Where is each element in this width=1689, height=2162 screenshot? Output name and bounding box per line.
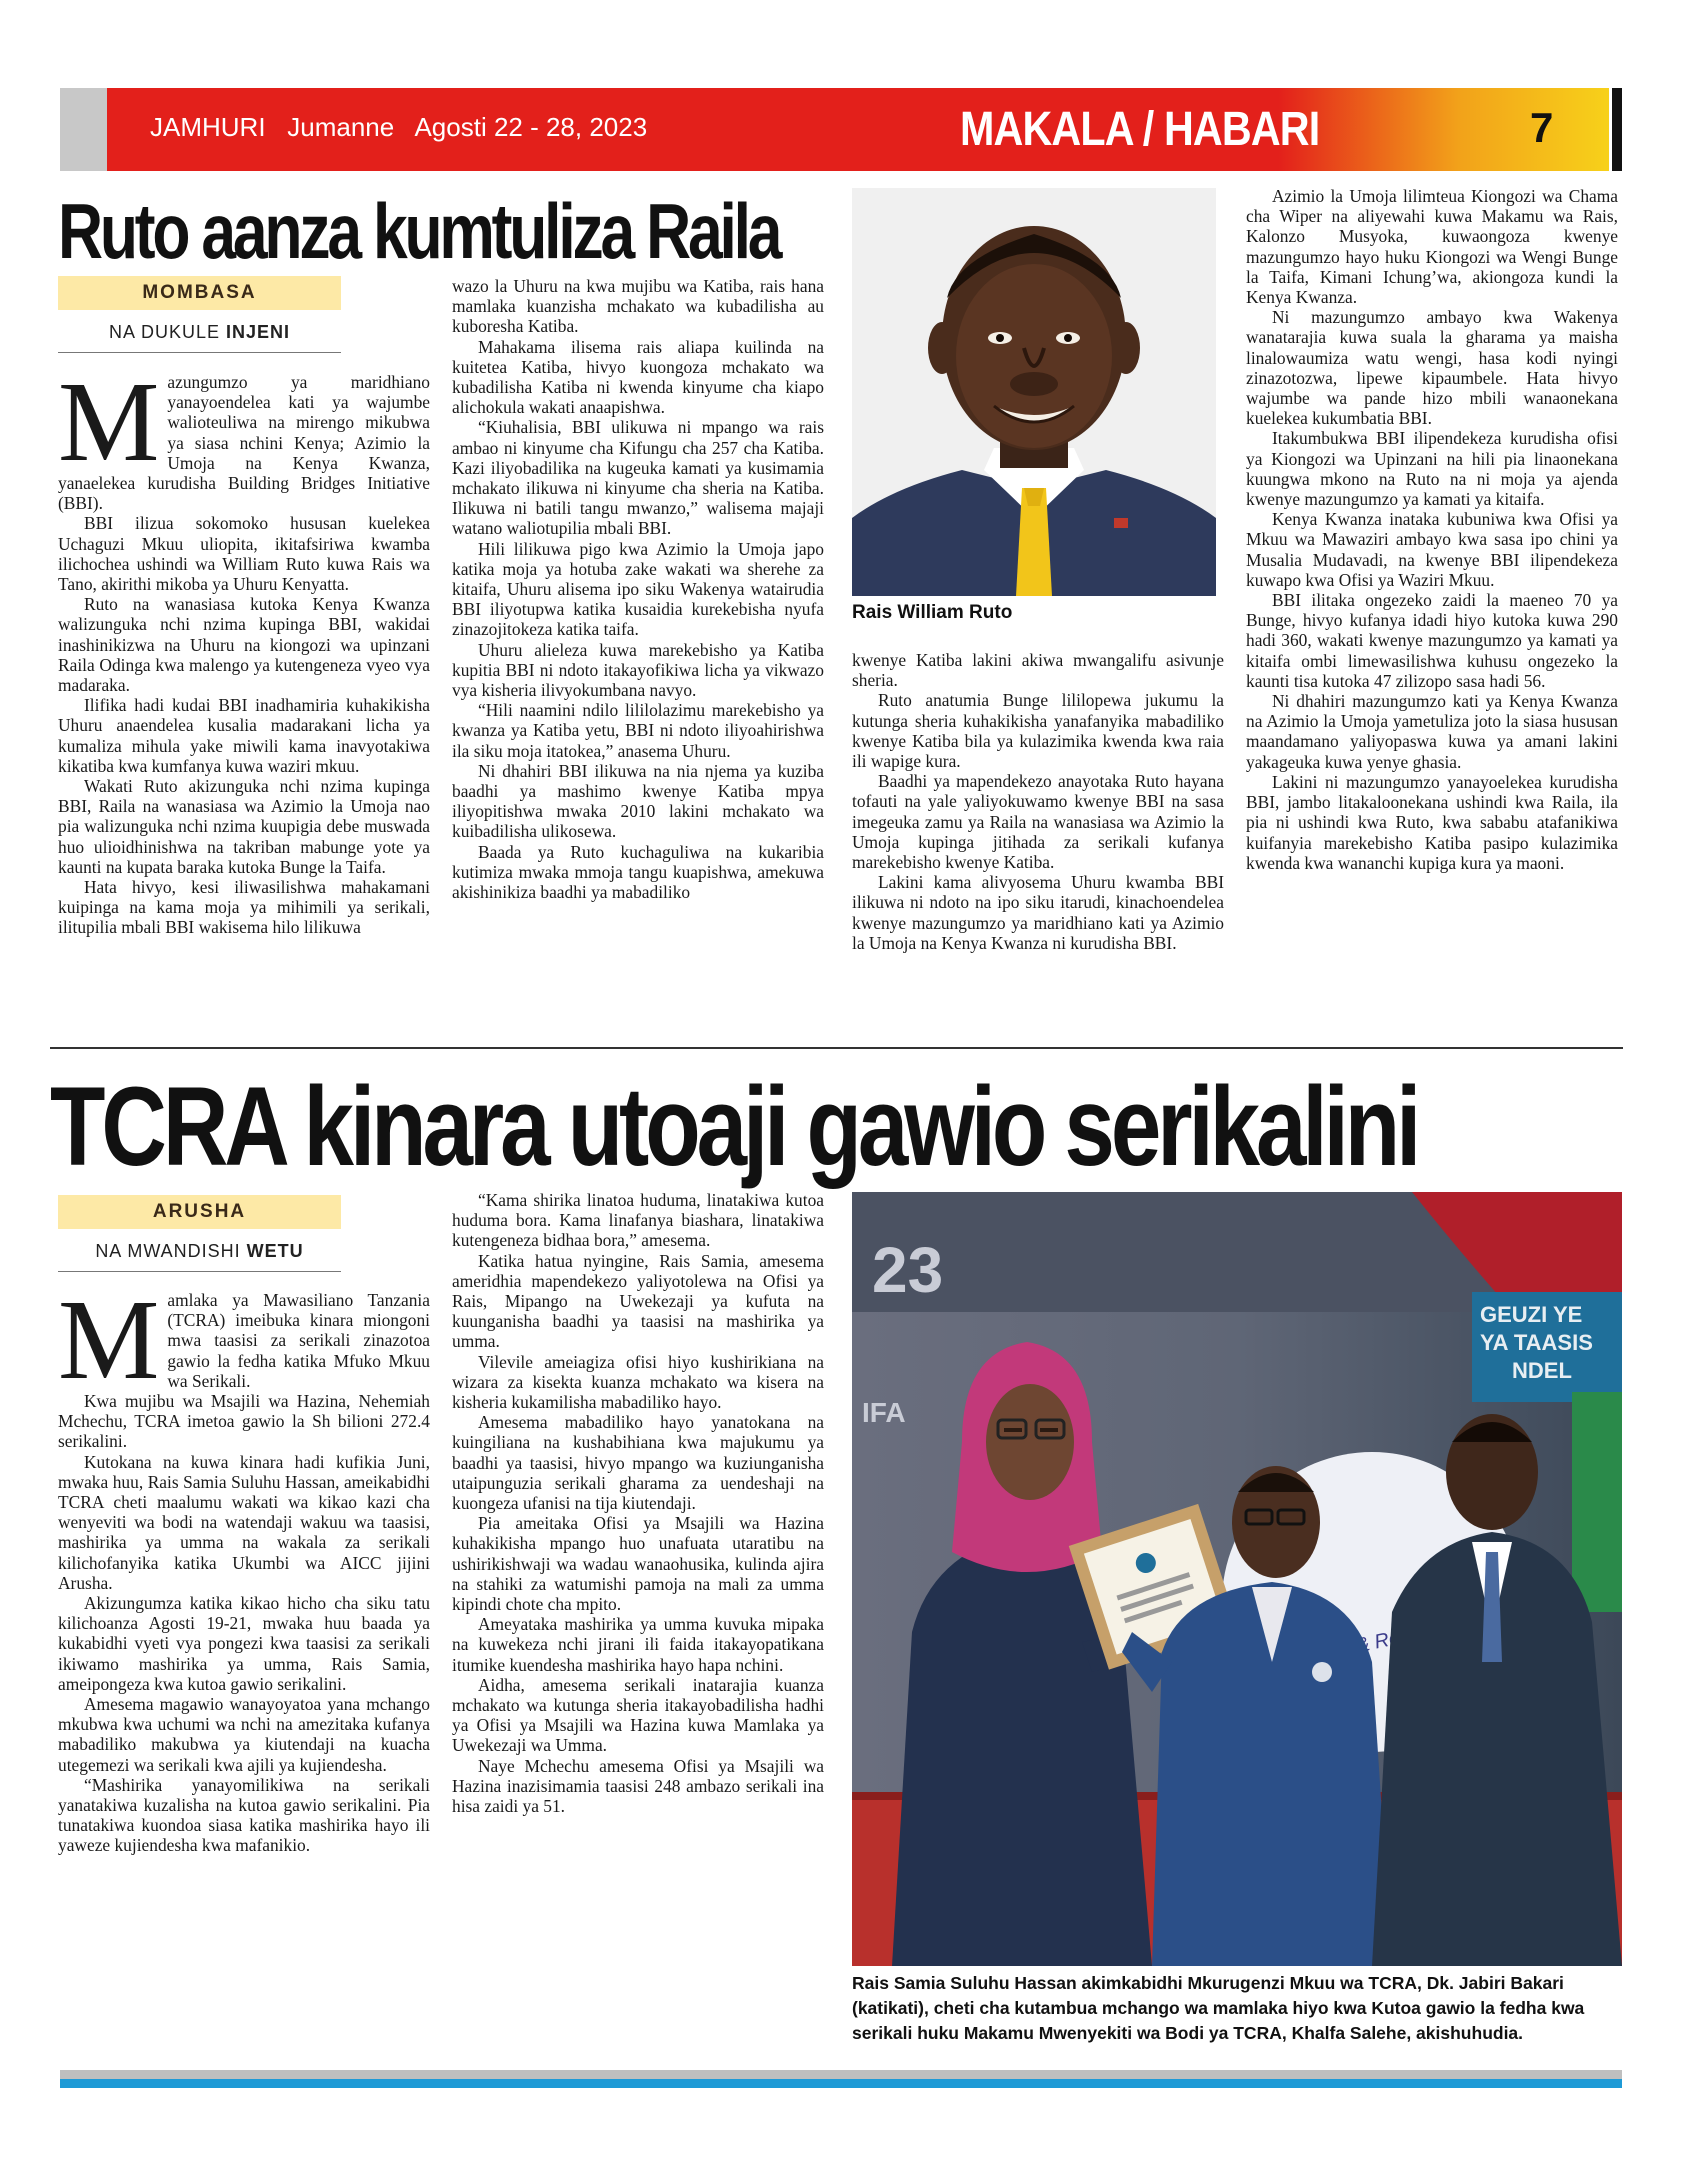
page-number: 7	[1530, 104, 1554, 151]
paragraph: Ni dhahiri BBI ilikuwa na nia njema ya kuziba baadhi ya mashimo kwenye Katiba mpya iliyopitishwa mwaka 2010 lakini mchakato wa kuibadilisha ulikosewa.	[452, 760, 824, 842]
paragraph: “Kama shirika linatoa huduma, linatakiwa kutoa huduma bora. Kama linafanya biashara, linatakiwa kutengeneza bidhaa bora,” amesema.	[452, 1190, 824, 1251]
paragraph: Lakini ni mazungumzo yanayoelekea kurudisha BBI, jambo litakaloonekana ushindi kwa Raila, ila pia ni ushindi kwa Ruto, kwa sababu atafanikiwa kuifanyia marekebisho Katiba pasipo kulazimika kwenda kwa wananchi kupiga kura ya maoni.	[1246, 771, 1618, 873]
paragraph: Pia ameitaka Ofisi ya Msajili wa Hazina kuhakikisha mpango huo unafuata utaratibu na ushirikishwaji wa wadau wanaohusika, kulinda ajira na stahiki za watumishi pamoja na mali za umma kipindi chote cha mpito.	[452, 1513, 824, 1615]
backdrop-text: NDEL	[1512, 1358, 1572, 1383]
paragraph: Ameyataka mashirika ya umma kuvuka mipaka na kuwekeza nchi jirani ili faida itakayopatikana itumike kuendesha mashirika hayo hapa nchini.	[452, 1614, 824, 1675]
paragraph: Ilifika hadi kudai BBI inadhamiria kuhakikisha Uhuru anaendelea kusalia madarakani licha ya kumaliza mihula yake miwili kama inavyotakiwa kikatiba kwa kumfanya kuwa waziri mkuu.	[58, 695, 430, 776]
paragraph: BBI ilitaka ongezeko zaidi la maeneo 70 ya Bunge, hivyo kufanya idadi hiyo kutoka kuwa 290 hadi 360, wakati kwenye mazungumzo ya kamati ya kitaifa ombi limewasilishwa kuhusu ongezeko la kaunti tisa kutoka 47 zilizopo sasa hadi 56.	[1246, 590, 1618, 691]
paragraph: “Hili naamini ndilo lililolazimu marekebisho ya kwanza ya Katiba yetu, BBI ni ndoto iliyoahirishwa ila siku moja itatokea,” anasema Uhuru.	[452, 700, 824, 761]
paragraph: Azimio la Umoja lilimteua Kiongozi wa Chama cha Wiper na aliyewahi kuwa Makamu wa Rais, Kalonzo Musyoka, kuwaongoza kwenye mazungumzo hayo huku Kiongozi wa Wengi Bunge la Taifa, Kimani Ichung’wa, akiongoza kundi la Kenya Kwanza.	[1246, 186, 1618, 308]
article1-byline: NA DUKULE INJENI	[58, 312, 341, 353]
article2-dropcap: M	[58, 1276, 160, 1403]
paragraph: Mahakama ilisema rais aliapa kuilinda na kuitetea Katiba, hivyo kuongoza mchakato wa kubadilisha Katiba ni kwenda kinyume cha kiapo alichokula wakati anaapishwa.	[452, 336, 824, 418]
article1-column-1	[58, 358, 430, 938]
paragraph: Akizungumza katika kikao hicho cha siku tatu kilichoanza Agosti 19-21, mwaka huu baada ya kukabidhi vyeti vya pongezi kwa taasisi za serikali ikiwamo mashirika ya umma, Rais Samia, ameipongeza kwa kutoa gawio serikalini.	[58, 1593, 430, 1694]
article-divider	[50, 1047, 1623, 1049]
article1-dateline: MOMBASA	[58, 276, 341, 310]
paragraph: Ruto anatumia Bunge lililopewa jukumu la kutunga sheria kuhakikisha yanafanyika mabadiliko kwenye Katiba bila ya kulazimika kwenda kwa raia ili wapige kura.	[852, 690, 1224, 772]
paragraph: “Kiuhalisia, BBI ulikuwa ni mpango wa rais ambao ni kinyume cha Kifungu cha 257 cha Katiba. Kazi iliyobadilika na kugeuka kamati ya kusimamia mchakato ilikuwa ni kinyume cha sheria na Katiba. Ilikuwa ni batili tangu mwanzo,” walisema majaji watano waliotupilia mbali BBI.	[452, 417, 824, 539]
ruto-photo-caption: Rais William Ruto	[852, 602, 1013, 623]
article2-dateline: ARUSHA	[58, 1195, 341, 1229]
backdrop-text: GEUZI YE	[1480, 1302, 1583, 1327]
issue-day: Jumanne	[287, 112, 395, 142]
footer-rule-grey	[60, 2070, 1622, 2079]
paragraph: Hili lilikuwa pigo kwa Azimio la Umoja japo katika moja ya hotuba zake wakati wa sherehe za kitaifa, Uhuru alisema ipo siku Wakenya watairudia BBI iliyotupwa katika kusaidia kurekebisha nyufa zinazojitokeza katika taifa.	[452, 538, 824, 640]
paragraph: Baada ya Ruto kuchaguliwa na kukaribia kutimiza mwaka mmoja tangu kuapishwa, amekuwa akishinikiza baadhi ya mabadiliko	[452, 841, 824, 903]
footer-rule-blue	[60, 2079, 1622, 2088]
article1-headline: Ruto aanza kumtuliza Raila	[58, 187, 780, 275]
paragraph: azungumzo ya maridhiano yanayoendelea kati ya wajumbe walioteuliwa na mirengo mikubwa ya siasa nchini Kenya; Azimio la Umoja na Kenya Kwanza, yanaelekea kurudisha Building Bridges Initiative (BBI).	[58, 372, 430, 514]
paragraph: kwenye Katiba lakini akiwa mwangalifu asivunje sheria.	[852, 650, 1224, 691]
paragraph: Katika hatua nyingine, Rais Samia, amesema ameridhia mapendekezo yaliyotolewa na Ofisi ya Rais, Mipango na Uwekezaji ya kufuta na kuunganisha baadhi ya taasisi na mashirika ya umma.	[452, 1250, 824, 1352]
backdrop-text: YA TAASIS	[1480, 1330, 1593, 1355]
section-title: MAKALA / HABARI	[960, 103, 1320, 156]
paragraph: Lakini kama alivyosema Uhuru kwamba BBI ilikuwa ni ndoto na ipo siku itarudi, kinachoendelea kwenye mazungumzo ya maridhiano kati ya Azimio la Umoja na Kenya Kwanza ni kurudisha BBI.	[852, 872, 1224, 953]
paragraph: Kenya Kwanza inataka kubuniwa kwa Ofisi ya Mkuu wa Mawaziri ambayo kwa sasa ipo chini ya Musalia Mudavadi, na kwenye BBI ilipendekeza kuwapo kwa Ofisi ya Waziri Mkuu.	[1246, 509, 1618, 590]
paragraph: Ni dhahiri mazungumzo kati ya Kenya Kwanza na Azimio la Umoja yametuliza joto la siasa hususan maandamano yaliyopaswa kuwa ya amani lakini yakageuka kuwa yenye ghasia.	[1246, 691, 1618, 772]
paragraph: Ni mazungumzo ambayo kwa Wakenya wanatarajia kuwa suala la gharama ya maisha linalowaumiza watu wengi, hasa kodi nyingi zinazotozwa, lipewe kipaumbele. Hata hivyo wajumbe wa pande hizo mbili wanaonekana kuelekea kukumbatia BBI.	[1246, 307, 1618, 429]
article1-dropcap: M	[58, 358, 160, 485]
paragraph: amlaka ya Mawasiliano Tanzania (TCRA) imeibuka kinara miongoni mwa taasisi za serikali zinazotoa gawio la fedha katika Mfuko Mkuu wa Serikali.	[167, 1290, 430, 1391]
article2-byline: NA MWANDISHI WETU	[58, 1231, 341, 1272]
article2-column-1	[58, 1276, 430, 1856]
ruto-photo	[852, 188, 1216, 596]
paragraph: Amesema magawio wanayoyatoa yana mchango mkubwa kwa uchumi wa nchi na amezitaka kufanya mabadiliko makubwa ya kiutendaji na kuacha utegemezi wa serikali kwa ajili ya kujiendesha.	[58, 1694, 430, 1775]
article1-column-2	[452, 276, 824, 902]
paragraph: Itakumbukwa BBI ilipendekeza kurudisha ofisi ya Kiongozi wa Upinzani na hili pia linaonekana kuungwa mkono na Ruto na ni moja ya ajenda kwenye mazungumzo ya kamati ya kitaifa.	[1246, 428, 1618, 510]
paragraph: Amesema mabadiliko hayo yanatokana na kuingiliana na kushabihiana kwa majukumu ya baadhi ya taasisi, hivyo mpango wa kuziunganisha utaipunguzia serikali gharama za uendeshaji na kuongeza ufanisi na tija kiutendaji.	[452, 1412, 824, 1514]
tcra-photo-caption: Rais Samia Suluhu Hassan akimkabidhi Mkurugenzi Mkuu wa TCRA, Dk. Jabiri Bakari (katikati), cheti cha kutambua mchango wa mamlaka hiyo kwa Kutoa gawio la fedha kwa serikali huku Makamu Mwenyekiti wa Bodi ya TCRA, Khalfa Salehe, akishuhudia.	[852, 1973, 1585, 2043]
paragraph: Kutokana na kuwa kinara hadi kufikia Juni, mwaka huu, Rais Samia Suluhu Hassan, ameikabidhi TCRA cheti maalumu wakati wa kikao kazi cha wenyeviti wa bodi na watendaji wakuu wa taasisi, mashirika ya umma na wakala za serikali kilichofanyika katika Ukumbi wa AICC jijini Arusha.	[58, 1451, 430, 1593]
paragraph: Hata hivyo, kesi iliwasilishwa mahakamani kuipinga na kama moja ya mihimili ya serikali, ilitupilia mbali BBI wakisema hilo lilikuwa	[58, 877, 430, 938]
paragraph: Wakati Ruto akizunguka nchi nzima kupinga BBI, Raila na wanasiasa wa Azimio la Umoja nao pia walizunguka nchi nzima kuupigia debe muswada huo ulioidhinishwa na takriban mabunge yote ya kaunti na kupata baraka kutoka Bunge la Taifa.	[58, 776, 430, 877]
paragraph: Ruto na wanasiasa kutoka Kenya Kwanza walizunguka nchi nzima kupinga BBI, wakidai inashinikizwa na Uhuru na kiongozi wa upinzani Raila Odinga kwa malengo ya kutengeneza vyeo vya madaraka.	[58, 594, 430, 696]
backdrop-text: IFA	[862, 1397, 906, 1428]
paragraph: “Mashirika yanayomilikiwa na serikali yanatakiwa kuzalisha na kutoa gawio serikalini. Pia tunatakiwa kuondoa siasa katika mashirika hayo ili yaweze kujiendesha kwa mafanikio.	[58, 1774, 430, 1856]
paragraph: BBI ilizua sokomoko hususan kuelekea Uchaguzi Mkuu uliopita, ikitafsiriwa kwamba ilichochea ushindi wa William Ruto kuwa Rais wa Tano, akirithi mikoba ya Uhuru Kenyatta.	[58, 513, 430, 595]
paper-name: JAMHURI	[150, 112, 266, 142]
article2-headline: TCRA kinara utoaji gawio serikalini	[50, 1064, 1418, 1189]
tcra-award-photo	[852, 1192, 1622, 1966]
paragraph: Baadhi ya mapendekezo anayotaka Ruto hayana tofauti na yale yaliyokuwamo kwenye BBI na sasa imegeuka zamu ya Raila na wanasiasa wa Azimio la Umoja kupinga jitihada za serikali kufanya marekebisho kwenye Katiba.	[852, 771, 1224, 873]
header-masthead	[150, 112, 647, 143]
paragraph: Vilevile ameiagiza ofisi hiyo kushirikiana na wizara za kisekta kuanza mchakato wa kisera na kisheria kukamilisha mabadiliko hayo.	[452, 1351, 824, 1413]
article1-column-3	[852, 650, 1224, 953]
article1-column-4	[1246, 186, 1618, 873]
paragraph: Naye Mchechu amesema Ofisi ya Msajili wa Hazina inazisimamia taasisi 248 ambazo serikali ina hisa zaidi ya 51.	[452, 1755, 824, 1817]
header-end-bar	[1612, 88, 1622, 171]
paragraph: Aidha, amesema serikali inatarajia kuanza mchakato wa kutunga sheria itakayobadilisha hadhi ya Ofisi ya Msajili wa Hazina kuwa Mamlaka ya Uwekezaji wa Umma.	[452, 1674, 824, 1756]
paragraph: wazo la Uhuru na kwa mujibu wa Katiba, rais hana mamlaka kuanzisha mchakato wa kubadilisha au kuboresha Katiba.	[452, 276, 824, 337]
paragraph: Uhuru alieleza kuwa marekebisho ya Katiba kupitia BBI ni ndoto itakayofikiwa licha ya vikwazo vya kisheria ilivyokumbana navyo.	[452, 639, 824, 701]
backdrop-text: 23	[872, 1234, 944, 1306]
article2-column-2	[452, 1190, 824, 1816]
issue-dates: Agosti 22 - 28, 2023	[414, 112, 648, 142]
paragraph: Kwa mujibu wa Msajili wa Hazina, Nehemiah Mchechu, TCRA imetoa gawio la Sh bilioni 272.4 serikalini.	[58, 1391, 430, 1452]
header-grey-tab	[60, 88, 107, 171]
